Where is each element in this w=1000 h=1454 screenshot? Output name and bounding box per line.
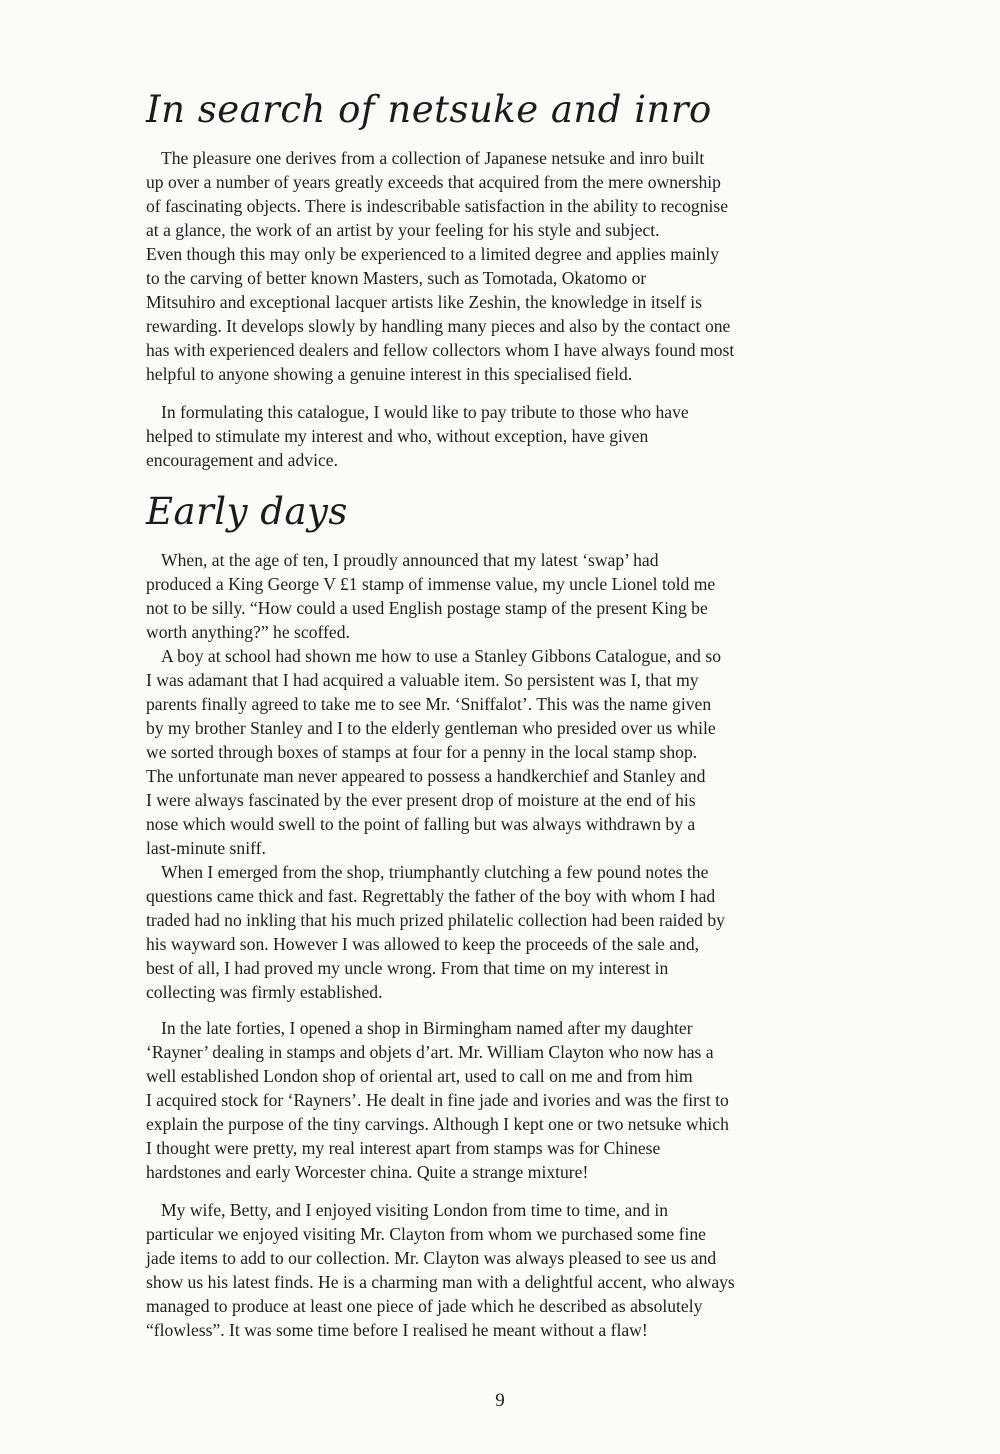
- text-line: hardstones and early Worcester china. Quite a strange mixture!: [146, 1162, 589, 1182]
- text-line: particular we enjoyed visiting Mr. Clayton from whom we purchased some fine: [146, 1224, 706, 1244]
- text-line: Even though this may only be experienced to a limited degree and applies mainly: [146, 244, 720, 264]
- text-line: The unfortunate man never appeared to possess a handkerchief and Stanley and: [146, 766, 706, 786]
- text-line: show us his latest finds. He is a charming man with a delightful accent, who always: [146, 1272, 735, 1292]
- text-line: parents finally agreed to take me to see Mr. ‘Sniffalot’. This was the name given: [146, 694, 712, 714]
- text-line: In formulating this catalogue, I would like to pay tribute to those who have: [161, 402, 689, 422]
- text-line: The pleasure one derives from a collection of Japanese netsuke and inro built: [161, 148, 705, 168]
- text-line: worth anything?” he scoffed.: [146, 622, 350, 642]
- text-line: “flowless”. It was some time before I realised he meant without a flaw!: [146, 1320, 648, 1340]
- text-line: we sorted through boxes of stamps at four for a penny in the local stamp shop.: [146, 742, 698, 762]
- text-line: In the late forties, I opened a shop in Birmingham named after my daughter: [161, 1018, 693, 1038]
- text-line: well established London shop of oriental art, used to call on me and from him: [146, 1066, 693, 1086]
- text-line: managed to produce at least one piece of jade which he described as absolutely: [146, 1296, 703, 1316]
- paragraph-early-days-1: [146, 548, 866, 644]
- text-line: of fascinating objects. There is indescribable satisfaction in the ability to recognise: [146, 196, 729, 216]
- text-line: has with experienced dealers and fellow collectors whom I have always found most: [146, 340, 735, 360]
- paragraph-netsuke-2: [146, 400, 866, 472]
- text-line: not to be silly. “How could a used English postage stamp of the present King be: [146, 598, 708, 618]
- text-line: explain the purpose of the tiny carvings. Although I kept one or two netsuke which: [146, 1114, 729, 1134]
- text-line: at a glance, the work of an artist by your feeling for his style and subject.: [146, 220, 660, 240]
- text-line: ‘Rayner’ dealing in stamps and objets d’art. Mr. William Clayton who now has a: [146, 1042, 714, 1062]
- text-line: I was adamant that I had acquired a valuable item. So persistent was I, that my: [146, 670, 699, 690]
- paragraph-early-days-2: [146, 644, 866, 860]
- paragraph-early-days-4: [146, 1016, 866, 1184]
- text-line: I acquired stock for ‘Rayners’. He dealt in fine jade and ivories and was the first to: [146, 1090, 729, 1110]
- text-line: last-minute sniff.: [146, 838, 266, 858]
- text-line: encouragement and advice.: [146, 450, 338, 470]
- text-line: produced a King George V £1 stamp of immense value, my uncle Lionel told me: [146, 574, 716, 594]
- paragraph-netsuke-1: [146, 146, 866, 386]
- text-line: to the carving of better known Masters, such as Tomotada, Okatomo or: [146, 268, 647, 288]
- heading-early-days: Early days: [146, 490, 348, 533]
- text-line: his wayward son. However I was allowed to keep the proceeds of the sale and,: [146, 934, 700, 954]
- paragraph-early-days-3: [146, 860, 866, 1004]
- text-line: helpful to anyone showing a genuine interest in this specialised field.: [146, 364, 633, 384]
- text-line: A boy at school had shown me how to use a Stanley Gibbons Catalogue, and so: [161, 646, 721, 666]
- text-line: When I emerged from the shop, triumphantly clutching a few pound notes the: [161, 862, 709, 882]
- paragraph-early-days-5: [146, 1198, 866, 1342]
- text-line: by my brother Stanley and I to the elderly gentleman who presided over us while: [146, 718, 716, 738]
- text-line: rewarding. It develops slowly by handling many pieces and also by the contact one: [146, 316, 731, 336]
- text-line: I were always fascinated by the ever present drop of moisture at the end of his: [146, 790, 696, 810]
- page-number: 9: [495, 1390, 505, 1411]
- heading-netsuke-inro: In search of netsuke and inro: [146, 88, 712, 131]
- text-line: jade items to add to our collection. Mr. Clayton was always pleased to see us and: [146, 1248, 717, 1268]
- text-line: When, at the age of ten, I proudly announced that my latest ‘swap’ had: [161, 550, 659, 570]
- text-line: helped to stimulate my interest and who, without exception, have given: [146, 426, 649, 446]
- text-line: best of all, I had proved my uncle wrong. From that time on my interest in: [146, 958, 669, 978]
- text-line: My wife, Betty, and I enjoyed visiting London from time to time, and in: [161, 1200, 669, 1220]
- text-line: I thought were pretty, my real interest apart from stamps was for Chinese: [146, 1138, 661, 1158]
- text-line: nose which would swell to the point of falling but was always withdrawn by a: [146, 814, 696, 834]
- text-line: collecting was firmly established.: [146, 982, 383, 1002]
- text-line: up over a number of years greatly exceeds that acquired from the mere ownership: [146, 172, 721, 192]
- text-line: Mitsuhiro and exceptional lacquer artists like Zeshin, the knowledge in itself is: [146, 292, 703, 312]
- text-line: questions came thick and fast. Regrettably the father of the boy with whom I had: [146, 886, 716, 906]
- text-line: traded had no inkling that his much prized philatelic collection had been raided by: [146, 910, 725, 930]
